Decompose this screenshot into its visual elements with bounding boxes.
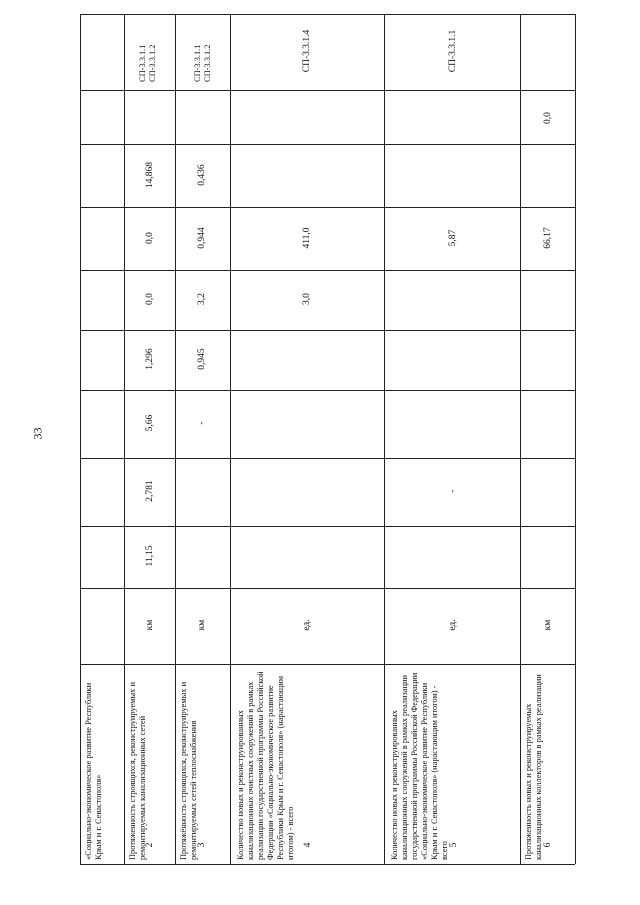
row-code: СП-3.3.1.1 (448, 29, 458, 73)
row-value: 3,2 (197, 293, 207, 305)
row-value: 0,0 (543, 112, 553, 124)
row-code: СП-3.3.1.1 СП-3.3.1.2 (138, 44, 157, 82)
row-value: 1,296 (145, 348, 155, 370)
row-name: Количество новых и реконструированных канализационных сооружений в рамках реализации государственной программы Российской Федерации «Социально-экономическое развитие Республики Крым и г. Севастополя» (нарастающим итогом) - всего (390, 672, 449, 860)
row-code: СП-3.3.1.4 (302, 29, 312, 73)
page-number: 33 (30, 427, 45, 440)
row-value: 66,17 (543, 227, 553, 249)
row-unit: км (543, 619, 553, 631)
row-number: 2 (145, 842, 155, 848)
row-name: Протяженность строящихся, реконструируемых и ремонтируемых канализационных сетей (128, 682, 147, 860)
row-value: 2,781 (145, 480, 155, 502)
row-value: 411,0 (302, 227, 312, 249)
row-value: - (197, 421, 207, 425)
row-number: 6 (543, 842, 553, 848)
row-unit: км (197, 619, 207, 631)
row-unit: ед. (448, 619, 458, 631)
row-value: - (448, 489, 458, 493)
row-name: Протяженность новых и реконструируемых канализационных коллекторов в рамках реализации (524, 674, 543, 860)
row-unit: км (145, 619, 155, 631)
row-value: 0,0 (145, 293, 155, 305)
row-value: 5,66 (145, 414, 155, 432)
row-unit: ед. (302, 619, 312, 631)
row-value: 3,0 (302, 293, 312, 305)
row-value: 0,0 (145, 232, 155, 244)
continuation-text: «Социально-экономическое развитие Республики Крым и г. Севастополя» (84, 682, 103, 860)
row-number: 3 (197, 842, 207, 848)
row-value: 0,945 (197, 348, 207, 370)
row-code: СП-3.3.1.1 СП-3.3.1.2 (193, 44, 212, 82)
row-name: Количество новых и реконструированных канализационных очистных сооружений в рамках реализации государственной программы Российской Федерации «Социально-экономическое развитие Республики Крым и г. Севастополя» (нарастающим итогом) - всего (236, 671, 295, 860)
row-value: 0,944 (197, 227, 207, 249)
row-name: Протяжённость строящихся, реконструируемых и ремонтируемых сетей теплоснабжения (179, 681, 198, 860)
row-number: 4 (303, 842, 313, 848)
row-value: 0,436 (197, 164, 207, 186)
row-value: 5,87 (448, 229, 458, 247)
row-value: 14,868 (145, 161, 155, 189)
row-number: 5 (449, 842, 459, 848)
row-value: 11,15 (145, 545, 155, 567)
